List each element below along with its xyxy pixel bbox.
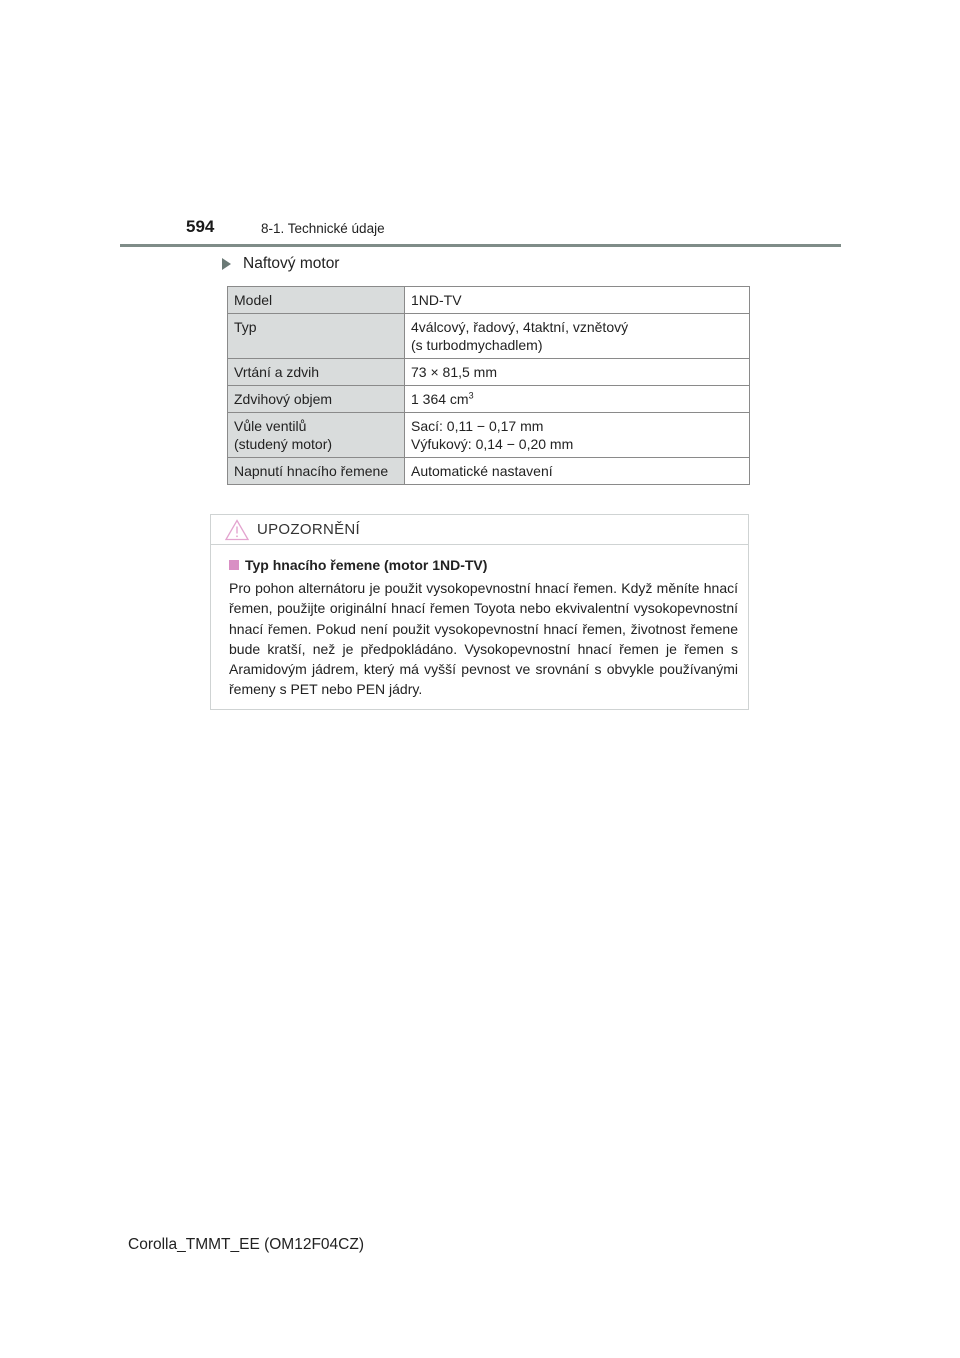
square-bullet-icon (229, 560, 239, 570)
spec-table (227, 286, 750, 485)
spec-value (405, 359, 750, 386)
spec-label (228, 359, 405, 386)
spec-label (228, 287, 405, 314)
page-number: 594 (186, 217, 215, 236)
superscript: 3 (468, 390, 474, 401)
spec-value-text: 73 × 81,5 mm (411, 364, 497, 380)
table-row (228, 314, 750, 359)
spec-value-text: Výfukový: 0,14 − 0,20 mm (411, 436, 574, 452)
warning-header (211, 515, 748, 545)
spec-value-text: (s turbodmychadlem) (411, 337, 543, 353)
spec-value (405, 413, 750, 458)
spec-label (228, 314, 405, 359)
table-row (228, 287, 750, 314)
spec-value (405, 458, 750, 485)
spec-label-text: Typ (234, 319, 257, 335)
header-rule (120, 244, 841, 247)
spec-value-text: 1 364 cm (411, 391, 469, 407)
table-row (228, 413, 750, 458)
spec-label (228, 386, 405, 413)
spec-label-text: Vrtání a zdvih (234, 364, 320, 380)
spec-label (228, 458, 405, 485)
footer-doc-id: Corolla_TMMT_EE (OM12F04CZ) (128, 1236, 364, 1253)
spec-value (405, 314, 750, 359)
warning-body (211, 545, 748, 700)
spec-value-text: Sací: 0,11 − 0,17 mm (411, 418, 544, 434)
section-label: 8-1. Technické údaje (261, 221, 385, 236)
warning-title: UPOZORNĚNÍ (257, 521, 361, 538)
subheading (222, 255, 339, 273)
table-row (228, 359, 750, 386)
warning-item-title-text: Typ hnacího řemene (motor 1ND-TV) (245, 557, 488, 573)
spec-value (405, 287, 750, 314)
spec-label-text: Zdvihový objem (234, 391, 333, 407)
spec-label-text: (studený motor) (234, 436, 333, 452)
table-row (228, 458, 750, 485)
warning-item-text: Pro pohon alternátoru je použit vysokopevnostní hnací řemen. Když měníte hnací řemen, použijte originální hnací řemen Toyota nebo ekvivalentní vysokopevnostní hnací řemen. Pokud není použit vysokopevnostní hnací řemen, životnost řemene bude kratší, než je předpokládáno. Vysokopevnostní hnací řemen je řemen s Aramidovým jádrem, který má vyšší pevnost ve srovnání s obvykle používanými řemeny s PET nebo PEN jádry. (229, 580, 738, 698)
spec-value-text: 4válcový, řadový, 4taktní, vznětový (411, 319, 629, 335)
warning-triangle-icon (225, 519, 249, 541)
spec-value-text: 1ND-TV (411, 292, 462, 308)
spec-value (405, 386, 750, 413)
subheading-text: Naftový motor (243, 255, 340, 272)
triangle-bullet-icon (222, 258, 231, 270)
warning-box (210, 514, 749, 710)
spec-label (228, 413, 405, 458)
warning-item-title (229, 557, 738, 573)
table-row (228, 386, 750, 413)
spec-label-text: Napnutí hnacího řemene (234, 463, 389, 479)
spec-label-text: Model (234, 292, 273, 308)
spec-value-text: Automatické nastavení (411, 463, 553, 479)
spec-label-text: Vůle ventilů (234, 418, 307, 434)
